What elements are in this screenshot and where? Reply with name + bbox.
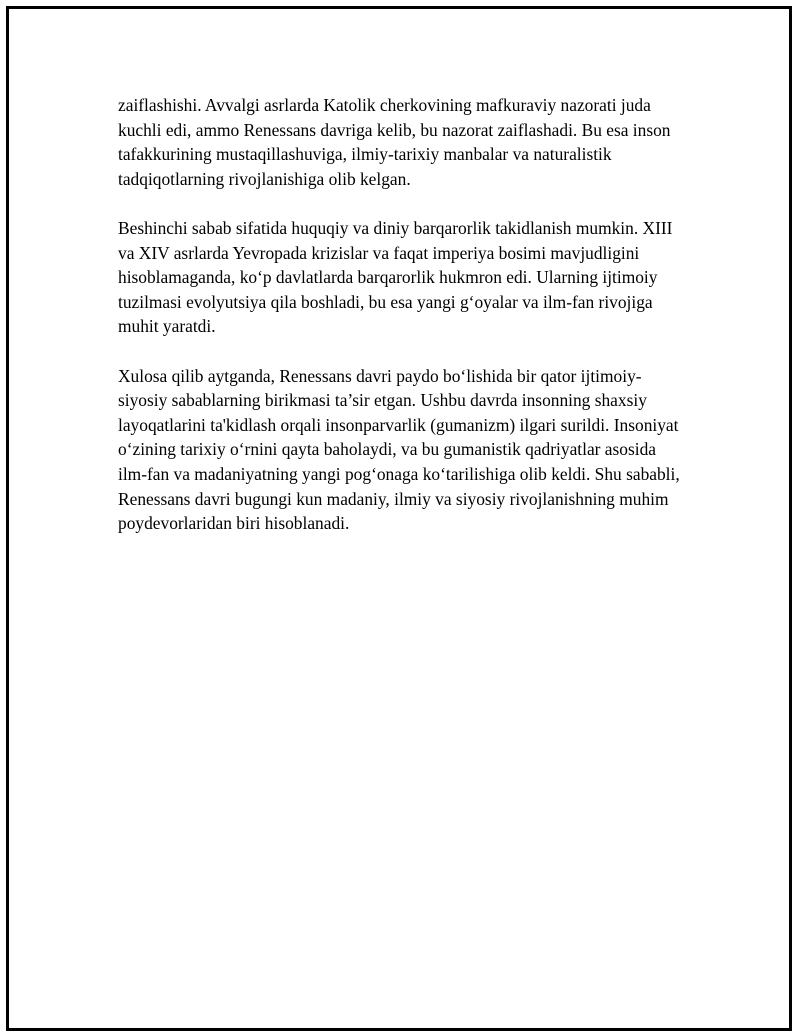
paragraph-weakening-church: zaiflashishi. Avvalgi asrlarda Katolik cherkovining mafkuraviy nazorati juda kuchli edi, ammo Renessans davriga kelib, bu nazorat zaiflashadi. Bu esa inson tafakkurining mustaqillashuviga, ilmiy-tarixiy manbalar va naturalistik tadqiqotlarning rivojlanishiga olib kelgan.: [118, 95, 671, 189]
document-body: [118, 93, 688, 560]
paragraph-fifth-reason: Beshinchi sabab sifatida huquqiy va diniy barqarorlik takidlanish mumkin. XIII va XIV asrlarda Yevropada krizislar va faqat imperiya bosimi mavjudligini hisoblamaganda, ko‘p davlatlarda barqarorlik hukmron edi. Ularning ijtimoiy tuzilmasi evolyutsiya qila boshladi, bu esa yangi g‘oyalar va ilm-fan rivojiga muhit yaratdi.: [118, 217, 673, 337]
paragraph-conclusion: Xulosa qilib aytganda, Renessans davri paydo bo‘lishida bir qator ijtimoiy-siyosiy sabablarning birikmasi ta’sir etgan. Ushbu davrda insonning shaxsiy layoqatlarini ta'kidlash orqali insonparvarlik (gumanizm) ilgari surildi. Insoniyat o‘zining tarixiy o‘rnini qayta baholaydi, va bu gumanistik qadriyatlar asosida ilm-fan va madaniyatning yangi pog‘onaga ko‘tarilishiga olib keldi. Shu sababli, Renessans davri bugungi kun madaniy, ilmiy va siyosiy rivojlanishning muhim poydevorlaridan biri hisoblanadi.: [118, 365, 680, 534]
